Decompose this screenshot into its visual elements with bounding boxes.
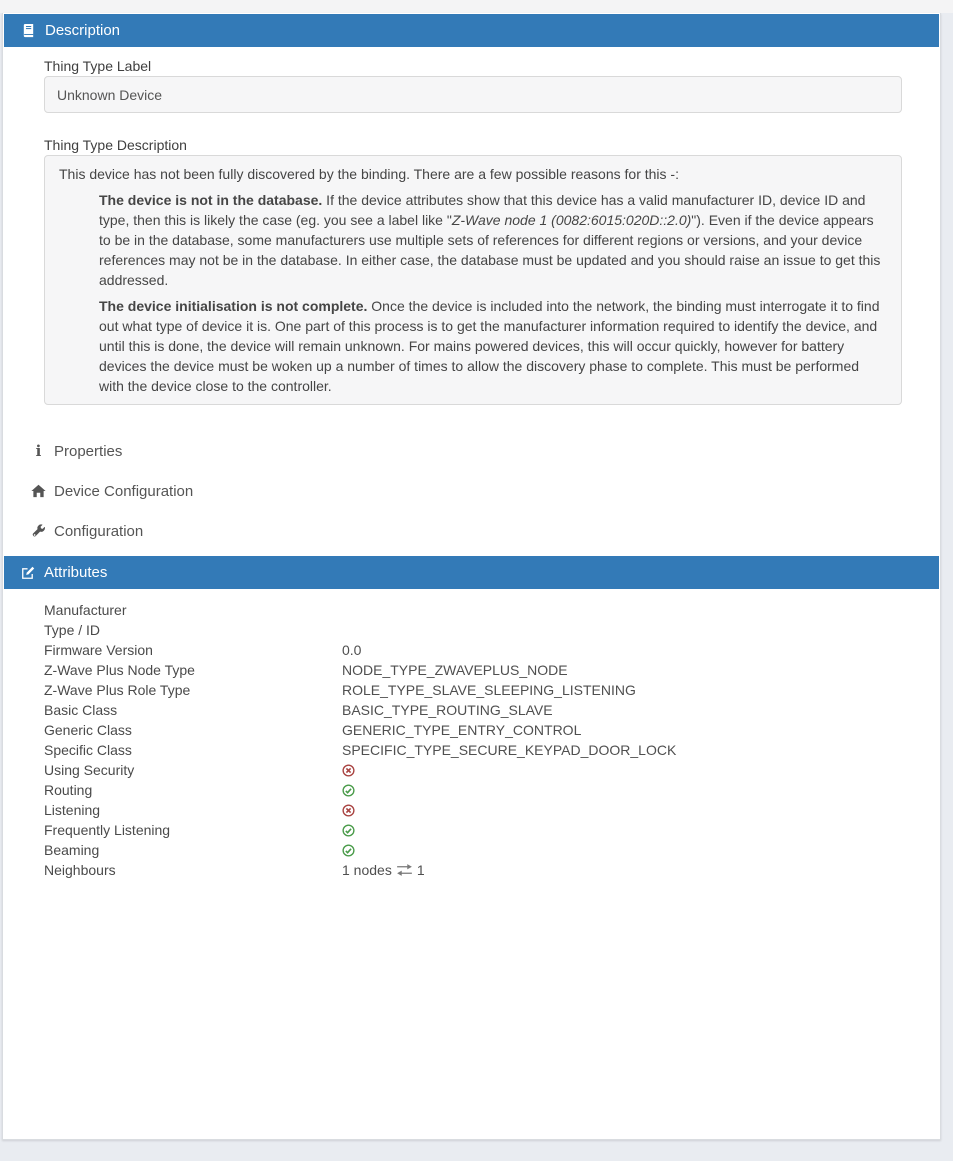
attribute-row	[3, 720, 940, 740]
attribute-value	[342, 824, 355, 837]
attribute-row	[3, 700, 940, 720]
thing-detail-panel	[2, 13, 941, 1140]
attribute-value: BASIC_TYPE_ROUTING_SLAVE	[342, 702, 553, 718]
cross-circle-icon	[342, 764, 355, 777]
page-top-strip	[0, 0, 953, 13]
attribute-row	[3, 840, 940, 860]
attribute-value	[342, 862, 425, 878]
home-icon	[30, 484, 47, 498]
check-circle-icon	[342, 824, 355, 837]
attribute-row	[3, 660, 940, 680]
attribute-label: Basic Class	[44, 702, 118, 718]
attribute-label: Frequently Listening	[44, 822, 171, 838]
attribute-row	[3, 600, 940, 620]
attribute-value	[342, 804, 355, 817]
attribute-value	[342, 844, 355, 857]
attribute-value: GENERIC_TYPE_ENTRY_CONTROL	[342, 722, 582, 738]
description-intro: This device has not been fully discovered by the binding. There are a few possible reasons for this -:	[59, 166, 679, 182]
attribute-label: Listening	[44, 802, 101, 818]
section-properties-label: Properties	[54, 442, 123, 460]
attribute-row	[3, 800, 940, 820]
attribute-row	[3, 640, 940, 660]
attribute-value: ROLE_TYPE_SLAVE_SLEEPING_LISTENING	[342, 682, 636, 698]
check-circle-icon	[342, 844, 355, 857]
attribute-row	[3, 620, 940, 640]
attribute-value: SPECIFIC_TYPE_SECURE_KEYPAD_DOOR_LOCK	[342, 742, 677, 758]
attribute-value: NODE_TYPE_ZWAVEPLUS_NODE	[342, 662, 568, 678]
description-reason-2: The device initialisation is not complete. Once the device is included into the network, the binding must interrogate it to find out what type of device it is. One part of this process is to get the manufacturer information required to identify the device, and until this is done, the device will remain unknown. For mains powered devices, this will occur quickly, however for battery devices the device must be woken up a number of times to allow the discovery phase to complete. This must be performed with the device close to the controller.	[99, 298, 880, 394]
exchange-icon	[397, 864, 412, 876]
attribute-row	[3, 780, 940, 800]
attribute-row	[3, 860, 940, 880]
attribute-label: Specific Class	[44, 742, 132, 758]
attribute-row	[3, 680, 940, 700]
neighbours-count: 1 nodes	[342, 862, 392, 878]
attribute-label: Routing	[44, 782, 93, 798]
check-circle-icon	[342, 784, 355, 797]
attribute-row	[3, 760, 940, 780]
attribute-row	[3, 740, 940, 760]
edit-icon	[21, 566, 35, 580]
section-properties[interactable]	[3, 440, 940, 462]
info-icon: i	[35, 441, 42, 460]
section-device-configuration-label: Device Configuration	[54, 482, 194, 500]
attribute-label: Type / ID	[44, 622, 101, 638]
attribute-label: Generic Class	[44, 722, 132, 738]
cross-circle-icon	[342, 804, 355, 817]
attribute-label: Using Security	[44, 762, 135, 778]
thing-type-description-box[interactable]	[44, 155, 902, 405]
description-section-title: Description	[45, 22, 121, 39]
thing-type-label-label: Thing Type Label	[44, 58, 152, 74]
attribute-label: Z-Wave Plus Role Type	[44, 682, 191, 698]
attribute-label: Beaming	[44, 842, 100, 858]
book-icon	[21, 23, 36, 38]
neighbours-routes: 1	[416, 862, 425, 878]
description-section-header[interactable]	[4, 14, 939, 47]
section-configuration-label: Configuration	[54, 522, 144, 540]
attribute-value	[342, 764, 355, 777]
description-reason-1: The device is not in the database. If the device attributes show that this device has a valid manufacturer ID, device ID and type, then this is likely the case (eg. you see a label like "Z-Wave node 1 (0082:6015:020D::2.0)"). Even if the device appears to be in the database, some manufacturers use multiple sets of references for different regions or versions, and your device references may not be in the database. In either case, the database must be updated and you should raise an issue to get this addressed.	[99, 192, 881, 288]
thing-type-label-input[interactable]	[44, 76, 902, 113]
thing-type-description-label: Thing Type Description	[44, 137, 187, 153]
attribute-label: Z-Wave Plus Node Type	[44, 662, 195, 678]
wrench-icon	[30, 524, 47, 538]
attribute-row	[3, 820, 940, 840]
attributes-section-header[interactable]	[4, 556, 939, 589]
attribute-value: 0.0	[342, 642, 362, 658]
attributes-section-title: Attributes	[44, 564, 108, 581]
attribute-label: Firmware Version	[44, 642, 153, 658]
section-device-configuration[interactable]	[3, 480, 940, 502]
attribute-value	[342, 784, 355, 797]
attribute-label: Manufacturer	[44, 602, 127, 618]
section-configuration[interactable]	[3, 520, 940, 542]
attribute-label: Neighbours	[44, 862, 116, 878]
